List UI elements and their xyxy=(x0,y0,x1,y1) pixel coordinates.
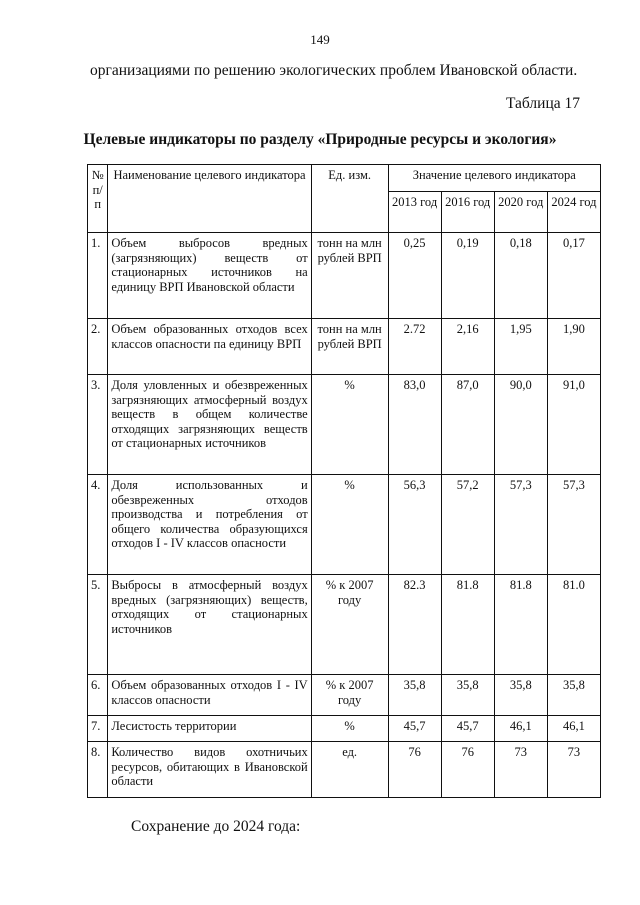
row-num: 6. xyxy=(88,675,108,716)
indicator-value-2024: 81.0 xyxy=(547,575,600,675)
table-row xyxy=(88,375,601,475)
row-num: 8. xyxy=(88,742,108,798)
header-name: Наименование целевого индикатора xyxy=(108,165,311,233)
row-num: 7. xyxy=(88,716,108,742)
indicator-name: Доля использованных и обезвреженных отходов производства и потребления от общего количества образующихся отходов I - IV классов опасности xyxy=(108,475,311,575)
indicator-unit: ед. xyxy=(311,742,388,798)
header-year: 2024 год xyxy=(547,192,600,233)
indicator-name: Объем образованных отходов I - IV классов опасности xyxy=(108,675,311,716)
indicator-value-2024: 57,3 xyxy=(547,475,600,575)
indicator-value-2024: 0,17 xyxy=(547,233,600,319)
indicator-value-2020: 73 xyxy=(494,742,547,798)
indicator-value-2016: 35,8 xyxy=(441,675,494,716)
page-number: 149 xyxy=(310,32,330,47)
indicator-name: Выбросы в атмосферный воздух вредных (загрязняющих) веществ, отходящих от стационарных источников xyxy=(108,575,311,675)
indicator-value-2024: 91,0 xyxy=(547,375,600,475)
table-row xyxy=(88,233,601,319)
table-row xyxy=(88,319,601,375)
table-row xyxy=(88,475,601,575)
indicator-value-2016: 81.8 xyxy=(441,575,494,675)
indicator-value-2013: 2.72 xyxy=(388,319,441,375)
row-num: 5. xyxy=(88,575,108,675)
continuation-text: организациями по решению экологических проблем Ивановской области. xyxy=(90,62,578,79)
table-label: Таблица 17 xyxy=(505,95,580,112)
indicator-value-2016: 0,19 xyxy=(441,233,494,319)
header-value: Значение целевого индикатора xyxy=(388,165,600,192)
indicator-value-2020: 90,0 xyxy=(494,375,547,475)
indicator-unit: % xyxy=(311,475,388,575)
header-unit: Ед. изм. xyxy=(311,165,388,233)
indicator-value-2020: 57,3 xyxy=(494,475,547,575)
indicator-value-2016: 57,2 xyxy=(441,475,494,575)
indicator-value-2024: 35,8 xyxy=(547,675,600,716)
indicator-name: Объем образованных отходов всех классов опасности па единицу ВРП xyxy=(108,319,311,375)
indicator-value-2024: 1,90 xyxy=(547,319,600,375)
indicator-unit: тонн на млн рублей ВРП xyxy=(311,233,388,319)
closing-text: Сохранение до 2024 года: xyxy=(131,818,301,835)
row-num: 1. xyxy=(88,233,108,319)
table-row xyxy=(88,675,601,716)
indicator-value-2024: 46,1 xyxy=(547,716,600,742)
indicator-value-2016: 2,16 xyxy=(441,319,494,375)
indicator-value-2020: 1,95 xyxy=(494,319,547,375)
indicator-value-2013: 0,25 xyxy=(388,233,441,319)
header-num: № п/п xyxy=(88,165,108,233)
indicator-unit: % xyxy=(311,716,388,742)
indicator-value-2013: 82.3 xyxy=(388,575,441,675)
row-num: 3. xyxy=(88,375,108,475)
header-year: 2020 год xyxy=(494,192,547,233)
indicator-value-2020: 35,8 xyxy=(494,675,547,716)
indicator-value-2016: 76 xyxy=(441,742,494,798)
indicator-value-2020: 46,1 xyxy=(494,716,547,742)
header-year: 2016 год xyxy=(441,192,494,233)
row-num: 2. xyxy=(88,319,108,375)
indicator-value-2020: 0,18 xyxy=(494,233,547,319)
indicators-table xyxy=(87,164,601,798)
row-num: 4. xyxy=(88,475,108,575)
indicator-value-2013: 45,7 xyxy=(388,716,441,742)
table-header-row xyxy=(88,165,601,192)
table-title: Целевые индикаторы по разделу «Природные ресурсы и экология» xyxy=(83,131,557,148)
indicator-name: Объем выбросов вредных (загрязняющих) веществ от стационарных источников на единицу ВРП Ивановской области xyxy=(108,233,311,319)
table-row xyxy=(88,716,601,742)
indicator-name: Доля уловленных и обезвреженных загрязняющих атмосферный воздух веществ в общем количестве отходящих загрязняющих веществ от стационарных источников xyxy=(108,375,311,475)
indicator-unit: % к 2007 году xyxy=(311,675,388,716)
indicator-name: Лесистость территории xyxy=(108,716,311,742)
indicator-unit: % к 2007 году xyxy=(311,575,388,675)
indicator-value-2020: 81.8 xyxy=(494,575,547,675)
indicator-value-2016: 45,7 xyxy=(441,716,494,742)
header-year: 2013 год xyxy=(388,192,441,233)
indicator-unit: тонн на млн рублей ВРП xyxy=(311,319,388,375)
table-row xyxy=(88,742,601,798)
indicator-value-2013: 35,8 xyxy=(388,675,441,716)
indicator-name: Количество видов охотничьих ресурсов, обитающих в Ивановской области xyxy=(108,742,311,798)
table-row xyxy=(88,575,601,675)
indicator-value-2013: 76 xyxy=(388,742,441,798)
indicator-value-2024: 73 xyxy=(547,742,600,798)
indicator-value-2013: 83,0 xyxy=(388,375,441,475)
indicator-unit: % xyxy=(311,375,388,475)
indicator-value-2016: 87,0 xyxy=(441,375,494,475)
indicator-value-2013: 56,3 xyxy=(388,475,441,575)
